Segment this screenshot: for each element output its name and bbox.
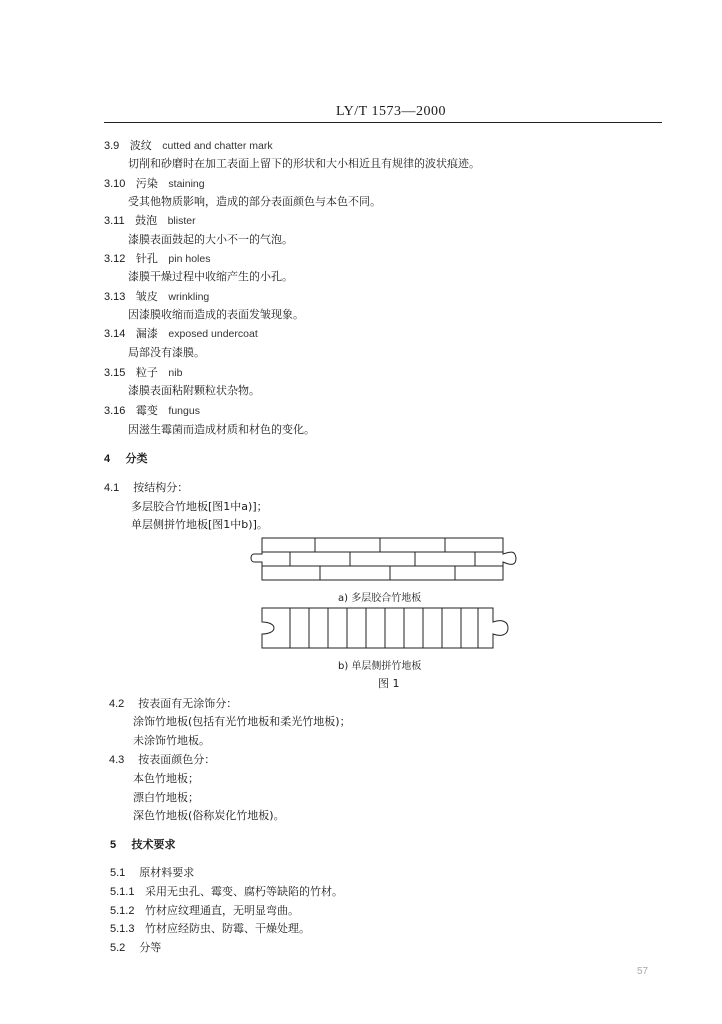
clause-text: 采用无虫孔、霉变、腐朽等缺陷的竹材。: [144, 885, 343, 898]
section-4-heading: [104, 452, 147, 466]
clause-5-2-heading: [110, 941, 161, 955]
figure-1a-multilayer-floorboard: [250, 534, 525, 584]
term-3-10-heading: [104, 177, 205, 191]
term-3-10-definition: 受其他物质影响，造成的部分表面颜色与本色不同。: [128, 195, 381, 208]
term-3-9-heading: [104, 139, 273, 153]
figure-1-title: 图 1: [378, 677, 400, 690]
clause-number: 5.1: [110, 867, 126, 879]
term-cn: 皱皮: [135, 290, 158, 303]
term-3-16-heading: [104, 404, 200, 418]
clause-number: 5.1.3: [110, 923, 135, 935]
clause-4-2-heading: [109, 697, 237, 711]
figure-1b-single-layer-floorboard: [256, 604, 518, 652]
term-en: exposed undercoat: [168, 328, 258, 340]
clause-4-2-item: 未涂饰竹地板。: [133, 734, 210, 747]
clause-number: 5.2: [110, 942, 126, 954]
term-number: 3.11: [104, 215, 125, 227]
section-number: 4: [104, 453, 111, 465]
clause-4-1-item: 单层侧拼竹地板[图1中b)]。: [131, 518, 268, 531]
clause-title: 按表面有无涂饰分：: [138, 697, 238, 710]
clause-4-1-heading: [104, 481, 188, 495]
term-en: pin holes: [168, 253, 211, 265]
term-number: 3.10: [104, 178, 126, 190]
clause-5-1-2: [110, 904, 299, 918]
term-3-16-definition: 因滋生霉菌而造成材质和材色的变化。: [128, 423, 315, 436]
clause-number: 4.2: [109, 698, 125, 710]
clause-title: 分等: [139, 941, 162, 954]
term-number: 3.16: [104, 405, 126, 417]
clause-number: 5.1.2: [110, 905, 135, 917]
term-3-13-heading: [104, 290, 209, 304]
clause-4-1-item: 多层胶合竹地板[图1中a)]；: [131, 500, 268, 513]
term-3-15-definition: 漆膜表面粘附颗粒状杂物。: [128, 384, 260, 397]
clause-number: 4.1: [104, 482, 120, 494]
term-cn: 粒子: [135, 366, 158, 379]
term-cn: 针孔: [135, 252, 158, 265]
clause-4-2-item: 涂饰竹地板(包括有光竹地板和柔光竹地板)；: [133, 715, 351, 728]
clause-text: 竹材应纹理通直，无明显弯曲。: [144, 904, 299, 917]
clause-5-1-heading: [110, 866, 194, 880]
clause-text: 竹材应经防虫、防霉、干燥处理。: [144, 922, 310, 935]
term-number: 3.12: [104, 253, 126, 265]
term-3-11-heading: [104, 214, 196, 228]
term-number: 3.14: [104, 328, 126, 340]
clause-5-1-3: [110, 922, 310, 936]
term-3-12-heading: [104, 252, 210, 266]
figure-1b-caption: b) 单层侧拼竹地板: [338, 661, 422, 672]
term-number: 3.15: [104, 367, 126, 379]
term-en: staining: [168, 178, 205, 190]
clause-number: 4.3: [109, 754, 125, 766]
standard-code-header: LY/T 1573—2000: [336, 104, 446, 119]
term-en: blister: [167, 215, 196, 227]
clause-title: 按结构分：: [133, 481, 189, 494]
term-3-14-heading: [104, 327, 258, 341]
clause-5-1-1: [110, 885, 343, 899]
figure-1a-caption: a) 多层胶合竹地板: [338, 593, 422, 604]
clause-4-3-item: 本色竹地板；: [133, 772, 199, 785]
clause-title: 按表面颜色分：: [138, 753, 216, 766]
term-cn: 波纹: [129, 139, 152, 152]
section-title: 技术要求: [131, 838, 176, 851]
section-number: 5: [110, 839, 117, 851]
term-3-12-definition: 漆膜干燥过程中收缩产生的小孔。: [128, 270, 293, 283]
term-cn: 鼓泡: [135, 214, 158, 227]
term-en: cutted and chatter mark: [162, 140, 273, 152]
page-number: 57: [637, 966, 649, 977]
term-cn: 污染: [135, 177, 158, 190]
term-3-14-definition: 局部没有漆膜。: [128, 346, 205, 359]
term-number: 3.9: [104, 140, 120, 152]
header-rule: [104, 122, 662, 123]
term-cn: 漏漆: [135, 327, 158, 340]
clause-4-3-item: 深色竹地板(俗称炭化竹地板)。: [133, 809, 285, 822]
term-number: 3.13: [104, 291, 126, 303]
clause-4-3-item: 漂白竹地板；: [133, 791, 199, 804]
term-en: wrinkling: [168, 291, 210, 303]
term-en: fungus: [168, 405, 200, 417]
term-en: nib: [168, 367, 183, 379]
term-3-9-definition: 切削和砂磨时在加工表面上留下的形状和大小相近且有规律的波状痕迹。: [128, 157, 480, 170]
clause-4-3-heading: [109, 753, 215, 767]
term-3-13-definition: 因漆膜收缩而造成的表面发皱现象。: [128, 308, 304, 321]
section-5-heading: [110, 838, 175, 852]
term-3-15-heading: [104, 366, 182, 380]
term-3-11-definition: 漆膜表面鼓起的大小不一的气泡。: [128, 233, 293, 246]
clause-title: 原材料要求: [139, 866, 195, 879]
section-title: 分类: [125, 452, 148, 465]
clause-number: 5.1.1: [110, 886, 135, 898]
term-cn: 霉变: [135, 404, 158, 417]
